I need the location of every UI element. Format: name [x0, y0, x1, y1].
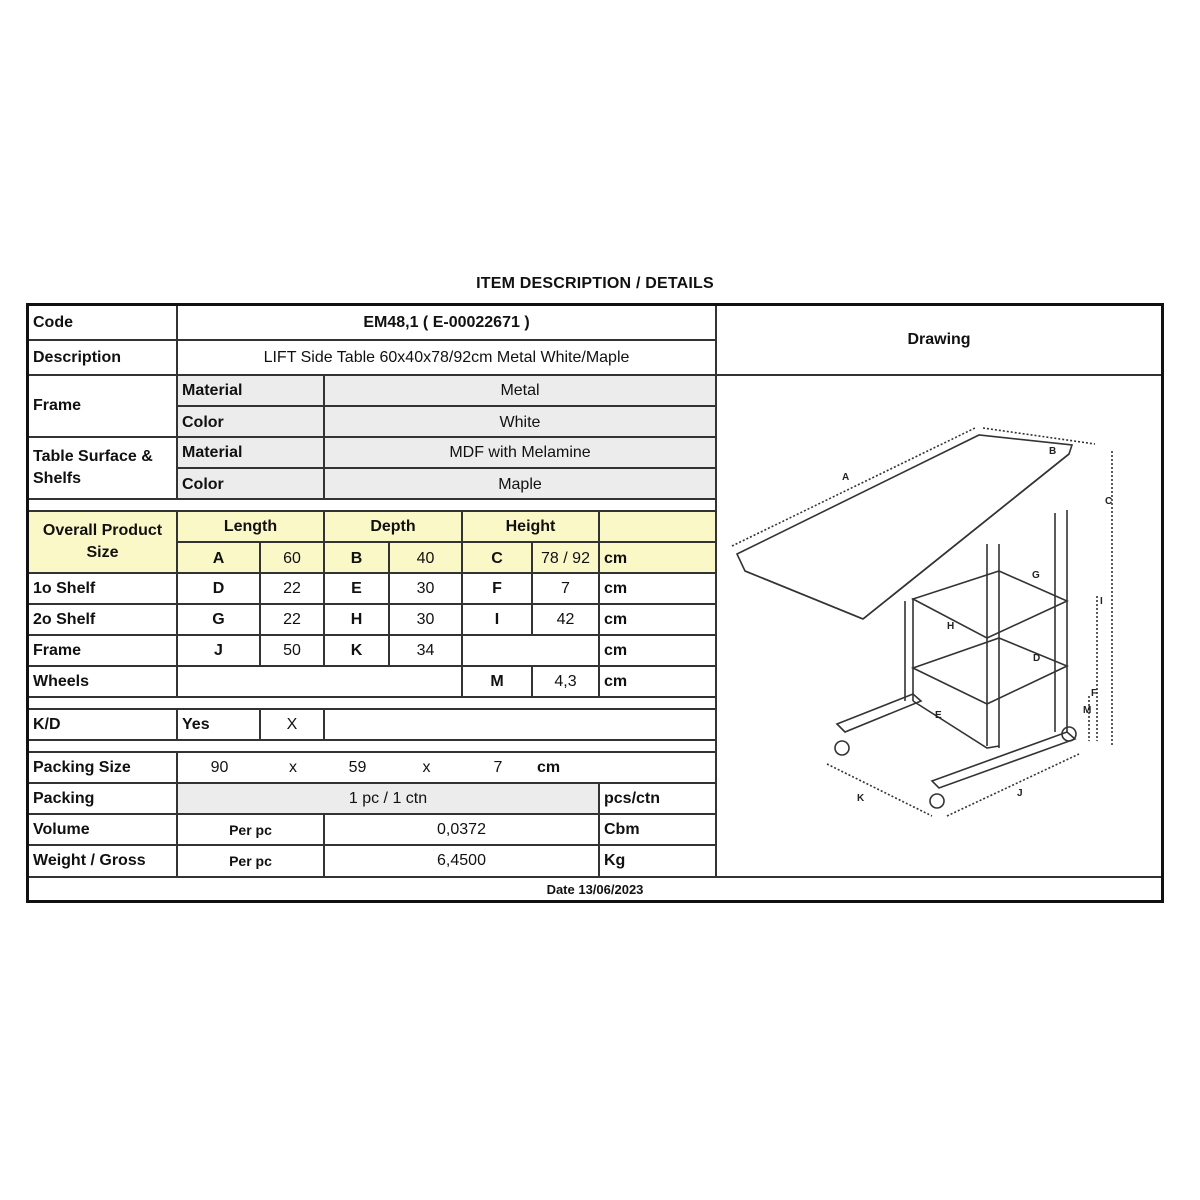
dim-value-g: 22 [261, 605, 325, 634]
description-row [29, 341, 715, 376]
dim-value-d: 22 [261, 574, 325, 603]
surface-group [29, 438, 715, 500]
height-header: Height [463, 512, 600, 541]
surface-material-label: Material [178, 438, 325, 467]
dim-key-c: C [463, 543, 533, 574]
size-unit: cm [604, 549, 628, 567]
dim-value-b: 40 [390, 543, 463, 574]
dim-label-h: H [947, 621, 955, 632]
frame-group [29, 376, 715, 438]
dim-key-b: B [325, 543, 390, 574]
volume-value: 0,0372 [325, 815, 600, 844]
surface-color-label: Color [178, 469, 325, 500]
wheels-blank [178, 667, 463, 696]
code-row [29, 306, 715, 341]
drawing-area [715, 376, 1161, 876]
dim-label-e: E [935, 710, 942, 721]
dim-label-f: F [1091, 688, 1098, 699]
overall-size-group [29, 512, 715, 574]
surface-material-value: MDF with Melamine [449, 443, 591, 461]
dim-label-g: G [1032, 570, 1040, 581]
size-header-blank [600, 512, 715, 541]
kd-yes: Yes [178, 710, 261, 739]
packing-size-x2: x [422, 758, 431, 776]
frame-label: Frame [29, 376, 178, 436]
dim-value-e: 30 [390, 574, 463, 603]
frame-color-label: Color [178, 407, 325, 438]
surface-label: Table Surface & Shelfs [29, 438, 178, 498]
frame-material-value: Metal [500, 381, 540, 399]
packing-size-b: 59 [348, 758, 367, 776]
surface-material-row [178, 438, 715, 469]
weight-value: 6,4500 [325, 846, 600, 876]
separator [29, 500, 715, 512]
dim-label-c: C [1105, 496, 1113, 507]
dim-key-e: E [325, 574, 390, 603]
dim-key-d: D [178, 574, 261, 603]
weight-unit: Kg [604, 852, 626, 869]
packing-value: 1 pc / 1 ctn [178, 784, 600, 813]
dim-label-a: A [842, 472, 850, 483]
length-header: Length [178, 512, 325, 541]
volume-row [29, 815, 715, 846]
shelf1-row [29, 574, 715, 605]
packing-size-a: 90 [210, 758, 229, 776]
code-label: Code [29, 306, 178, 339]
weight-label: Weight / Gross [29, 846, 178, 876]
packing-size-row [29, 753, 715, 784]
kd-row [29, 710, 715, 741]
frame-color-row [178, 407, 715, 438]
dim-key-k: K [325, 636, 390, 665]
shelf2-label: 2o Shelf [29, 605, 178, 634]
volume-label: Volume [29, 815, 178, 844]
frame-dims-blank [463, 636, 600, 665]
dim-value-i: 42 [533, 605, 600, 634]
dim-key-f: F [463, 574, 533, 603]
wheels-label: Wheels [29, 667, 178, 696]
dim-label-m: M [1083, 705, 1092, 716]
dim-value-f: 7 [533, 574, 600, 603]
frame-material-row [178, 376, 715, 407]
code-value: EM48,1 ( E-00022671 ) [363, 313, 530, 331]
shelf1-label: 1o Shelf [29, 574, 178, 603]
spec-sheet [26, 303, 1164, 903]
dim-key-j: J [178, 636, 261, 665]
frame-material-label: Material [178, 376, 325, 405]
packing-size-x1: x [289, 758, 297, 776]
overall-size-label: Overall Product Size [29, 512, 178, 572]
table-drawing [717, 376, 1161, 872]
dim-key-a: A [178, 543, 261, 574]
separator [29, 698, 715, 710]
packing-size-c: 7 [493, 758, 503, 776]
size-values-row [178, 543, 715, 574]
surface-color-value: Maple [498, 475, 542, 493]
dim-label-j: J [1017, 788, 1023, 799]
packing-size-unit: cm [537, 758, 561, 776]
dim-value-k: 34 [390, 636, 463, 665]
dim-label-d: D [1033, 653, 1041, 664]
dim-value-c: 78 / 92 [533, 543, 600, 574]
dim-label-k: K [857, 793, 865, 804]
dim-key-h: H [325, 605, 390, 634]
weight-per: Per pc [178, 846, 325, 876]
wheels-unit: cm [604, 672, 628, 690]
packing-row [29, 784, 715, 815]
dim-label-b: B [1049, 446, 1057, 457]
kd-label: K/D [29, 710, 178, 739]
shelf2-row [29, 605, 715, 636]
dim-value-a: 60 [261, 543, 325, 574]
dim-value-m: 4,3 [533, 667, 600, 696]
packing-label: Packing [29, 784, 178, 813]
packing-size-label: Packing Size [29, 753, 178, 782]
wheels-row [29, 667, 715, 698]
dim-value-j: 50 [261, 636, 325, 665]
frame-color-value: White [499, 413, 541, 431]
kd-mark: X [261, 710, 325, 739]
shelf2-unit: cm [604, 610, 628, 628]
volume-per: Per pc [178, 815, 325, 844]
depth-header: Depth [325, 512, 463, 541]
kd-blank [325, 710, 715, 739]
frame-dims-row [29, 636, 715, 667]
description-value: LIFT Side Table 60x40x78/92cm Metal White/Maple [263, 348, 630, 366]
size-header-row [178, 512, 715, 543]
drawing-header: Drawing [715, 306, 1161, 376]
dim-key-m: M [463, 667, 533, 696]
volume-unit: Cbm [604, 820, 640, 838]
dim-key-i: I [463, 605, 533, 634]
dim-label-i: I [1100, 596, 1103, 607]
packing-unit: pcs/ctn [604, 789, 661, 807]
description-label: Description [29, 341, 178, 374]
dim-key-g: G [178, 605, 261, 634]
frame-dims-label: Frame [29, 636, 178, 665]
surface-color-row [178, 469, 715, 500]
dim-value-h: 30 [390, 605, 463, 634]
date-footer: Date 13/06/2023 [29, 876, 1161, 900]
shelf1-unit: cm [604, 579, 628, 597]
page-title: ITEM DESCRIPTION / DETAILS [476, 275, 714, 292]
separator [29, 741, 715, 753]
frame-dims-unit: cm [604, 641, 628, 659]
weight-row [29, 846, 715, 876]
